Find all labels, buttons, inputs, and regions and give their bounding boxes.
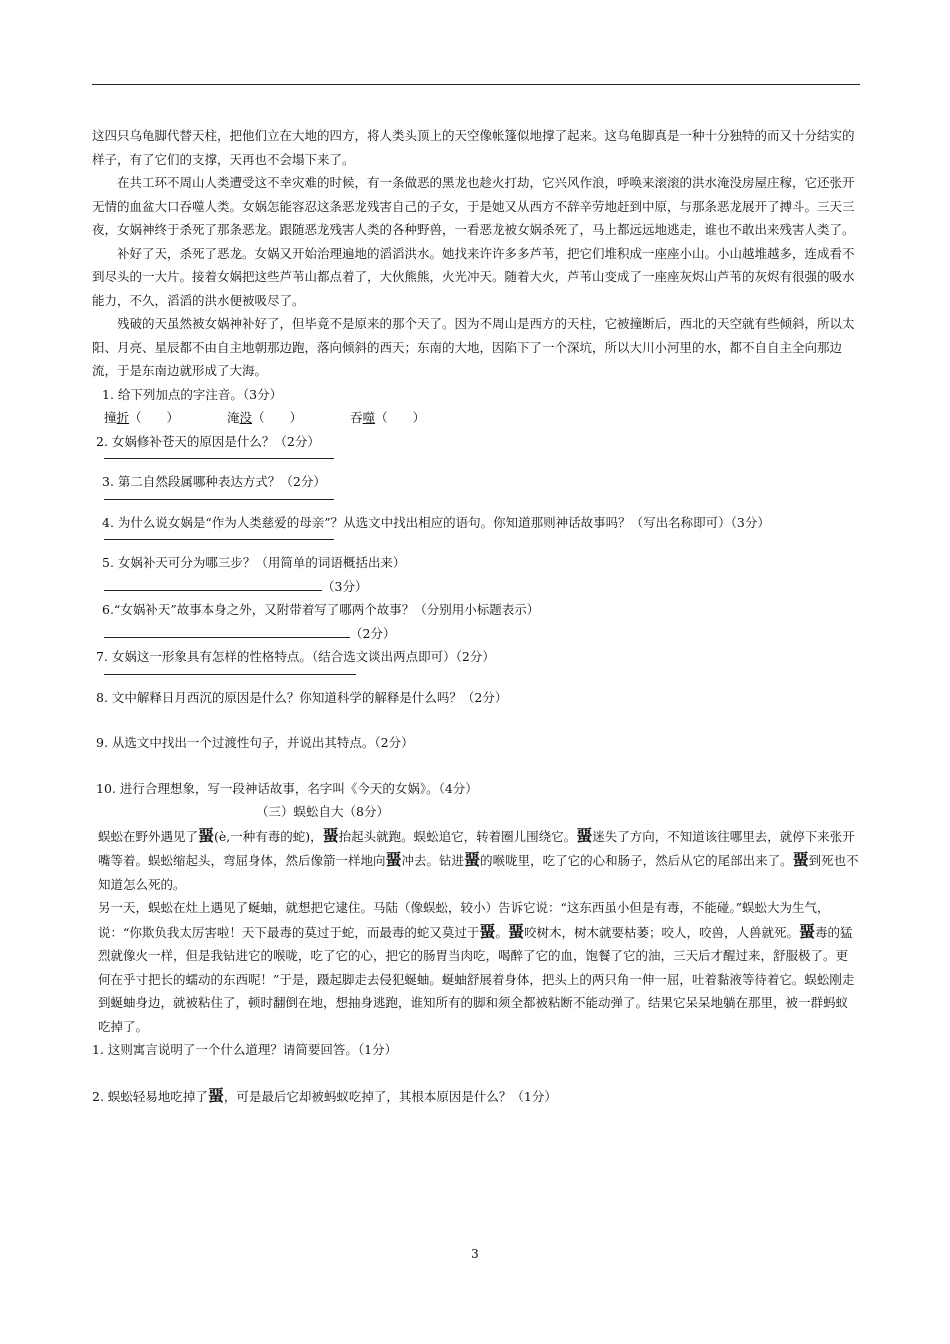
- pinyin-item-3: 吞噬（ ）: [350, 410, 426, 425]
- answer-line-7[interactable]: [104, 674, 356, 675]
- paragraph-3: 补好了天，杀死了恶龙。女娲又开始治理遍地的滔滔洪水。她找来许许多多芦苇，把它们堆积成一座座小山。小山越堆越多，连成看不到尽头的一大片。接着女娲把这些芦苇山都点着了，大伙熊熊，火光冲天。随着大火，芦苇山变成了一座座灰烬山芦苇的灰烬有很强的吸水能力，不久，滔滔的洪水便被吸尽了。: [92, 245, 855, 308]
- question-6: 6.“女娲补天”故事本身之外，又附带着写了哪两个故事？（分别用小标题表示）: [102, 602, 540, 617]
- question-5-score: （3分）: [322, 578, 368, 594]
- question-5-answer: [92, 575, 860, 599]
- answer-line-5[interactable]: [104, 576, 322, 591]
- section-3-question-1: 1. 这则寓言说明了一个什么道理？请简要回答。（1分）: [92, 1042, 398, 1057]
- paragraph-1: 这四只乌龟脚代替天柱，把他们立在大地的四方，将人类头顶上的天空像帐篷似地撑了起来。这乌龟脚真是一种十分独特的而又十分结实的样子，有了它们的支撑，天再也不会塌下来了。: [92, 128, 855, 167]
- question-6-score: （2分）: [350, 625, 396, 641]
- page-number: 3: [471, 1247, 479, 1261]
- section-3-title: （三）蜈蚣自大（8分）: [256, 804, 389, 819]
- header-rule: [92, 84, 860, 85]
- pinyin-items: [92, 406, 860, 430]
- question-9: 9. 从选文中找出一个过渡性句子，并说出其特点。（2分）: [96, 735, 414, 750]
- answer-line-4[interactable]: [104, 539, 334, 540]
- question-10: 10. 进行合理想象，写一段神话故事，名字叫《今天的女娲》。（4分）: [96, 780, 478, 796]
- question-1: 1. 给下列加点的字注音。（3分）: [102, 386, 283, 402]
- question-2: 2. 女娲修补苍天的原因是什么？（2分）: [96, 433, 320, 449]
- section-3-question-2: 2. 蜈蚣轻易地吃掉了蝁，可是最后它却被蚂蚁吃掉了，其根本原因是什么？（1分）: [92, 1085, 557, 1105]
- question-7: 7. 女娲这一形象具有怎样的性格特点。（结合选文谈出两点即可）（2分）: [96, 649, 495, 664]
- question-6-answer: [92, 622, 860, 646]
- answer-line-3[interactable]: [104, 499, 334, 500]
- answer-line-2[interactable]: [104, 458, 334, 459]
- answer-line-6[interactable]: [104, 623, 350, 638]
- pinyin-item-2: 淹没（ ）: [227, 410, 303, 425]
- paragraph-2: 在共工环不周山人类遭受这不幸灾难的时候，有一条做恶的黑龙也趁火打劫，它兴风作浪，呼唤来滚滚的洪水淹没房屋庄稼，它还张开无情的血盆大口吞噬人类。女娲怎能容忍这条恶龙残害自己的子女，于是她又从西方不辞辛劳地赶到中原，与那条恶龙展开了搏斗。三天三夜，女娲神终于杀死了那条恶龙。跟随恶龙残害人类的各种野兽，一看恶龙被女娲杀死了，马上都远远地逃走，谁也不敢出来残害人类了。: [92, 175, 855, 237]
- story-paragraph-2: 另一天，蜈蚣在灶上遇见了蜒蚰，就想把它逮住。马陆（像蜈蚣，较小）告诉它说：“这东西虽小但是有毒，不能碰。”蜈蚣大为生气，说：“你欺负我太厉害啦！天下最毒的莫过于蛇，而最毒的蛇又莫过于蝁。蝁咬树木，树木就要枯萎；咬人，咬兽，人兽就死。蝁毒的猛烈就像火一样，但是我钻进它的喉咙，吃了它的心，把它的肠胃当肉吃，喝醉了它的血，饱餐了它的油，三天后才醒过来，舒服极了。更何在乎寸把长的蠕动的东西呢！”于是，蹑起脚走去侵犯蜒蚰。蜒蚰舒展着身体，把头上的两只角一伸一屈，吐着黏液等待着它。蜈蚣刚走到蜒蚰身边，就被粘住了，顿时翻倒在地，想抽身逃跑，谁知所有的脚和须全都被粘断不能动弹了。结果它呆呆地躺在那里，被一群蚂蚁吃掉了。: [98, 900, 855, 1034]
- story-paragraph-1: 蜈蚣在野外遇见了蝁(è,一种有毒的蛇)，蝁抬起头就跑。蜈蚣追它，转着圈儿围绕它。蝁迷失了方向，不知道该往哪里去，就停下来张开嘴等着。蜈蚣缩起头，弯屈身体，然后像箭一样地向蝁冲去。钻进蝁的喉咙里，吃了它的心和肠子，然后从它的尾部出来了。蝁到死也不知道怎么死的。: [98, 825, 859, 892]
- question-5: 5. 女娲补天可分为哪三步？（用简单的词语概括出来）: [102, 555, 406, 570]
- pinyin-item-1: 撞折（ ）: [104, 410, 180, 425]
- paragraph-4: 残破的天虽然被女娲神补好了，但毕竟不是原来的那个天了。因为不周山是西方的天柱，它被撞断后，西北的天空就有些倾斜，所以太阳、月亮、星辰都不由自主地朝那边跑，落向倾斜的西天；东南的大地，因陷下了一个深坑，所以大川小河里的水，都不自自主全向那边流，于是东南边就形成了大海。: [92, 316, 855, 378]
- document-body: [92, 124, 860, 1108]
- question-8: 8. 文中解释日月西沉的原因是什么？你知道科学的解释是什么吗？（2分）: [96, 689, 508, 705]
- question-3: 3. 第二自然段属哪种表达方式？（2分）: [102, 474, 326, 489]
- question-4: 4. 为什么说女娲是“作为人类慈爱的母亲”？从选文中找出相应的语句。你知道那则神话故事吗？（写出名称即可）（3分）: [102, 514, 770, 530]
